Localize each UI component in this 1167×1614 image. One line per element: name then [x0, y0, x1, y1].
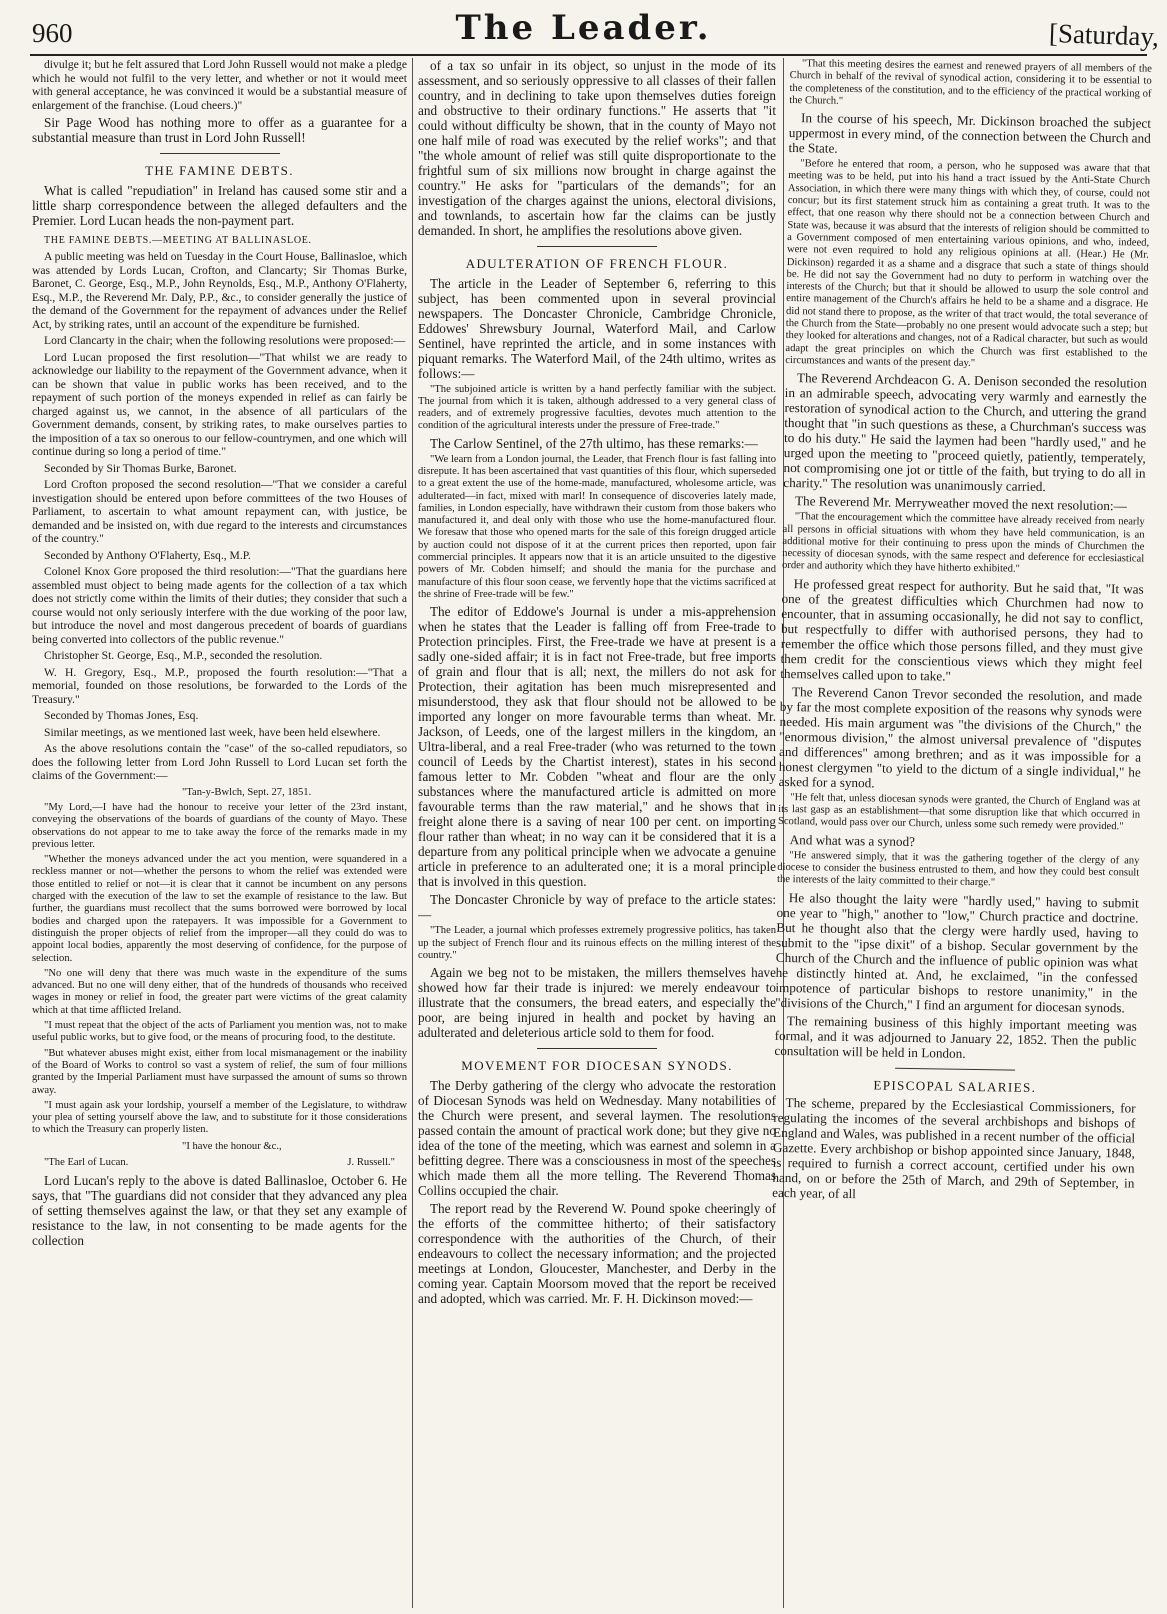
column-2	[418, 58, 776, 1608]
paragraph: Lord Crofton proposed the second resolution—"That we consider a careful investigation should be entered upon before committees of the two Houses of Parliament, to ascertain to what amount repayment can, with justice, be demanded and be insisted on, with due regard to the interests and circumstances of the country."	[32, 478, 407, 545]
quoted-paragraph: "The Leader, a journal which professes extremely progressive politics, has taken up the subject of French flour and its ruinous effects on the milling interest of the country."	[418, 925, 776, 961]
paragraph: The remaining business of this highly important meeting was formal, and it was adjourned to January 22, 1852. Then the public consultation will be held in London.	[774, 1012, 1137, 1061]
paragraph: What is called "repudiation" in Ireland has caused some stir and a little sharp correspondence between the alleged defaulters and the Premier. Lord Lucan heads the non-payment part.	[32, 182, 407, 228]
paragraph: As the above resolutions contain the "case" of the so-called repudiators, so does the following letter from Lord John Russell to Lord Lucan set forth the claims of the Government:—	[32, 742, 407, 782]
paragraph: And what was a synod?	[789, 831, 916, 849]
paragraph: Similar meetings, as we mentioned last week, have been held elsewhere.	[44, 725, 381, 739]
paragraph: divulge it; but he felt assured that Lord John Russell would not make a pledge which he would not fulfil to the very letter, and whether or not it would meet with general acceptance, he was convinced it would be a substantial measure of enlargement of the franchise. (Loud cheers.)"	[32, 58, 407, 112]
section-separator	[537, 246, 657, 247]
column-1	[32, 58, 407, 1608]
header-rule	[30, 54, 1147, 56]
quoted-paragraph: "The subjoined article is written by a hand perfectly familiar with the subject. The journal from which it is taken, although addressed to a very general class of readers, and of extremely progressive faculties, devotes much attention to the condition of the agricultural interests under the pressure of Free-trade."	[418, 383, 776, 432]
paragraph: Lord Lucan's reply to the above is dated Ballinasloe, October 6. He says, that "The guardians did not consider that they advanced any plea of setting themselves against the law, or that they set any example of resistance to the law, in not consenting to be made agents for the collection	[32, 1172, 407, 1248]
column-divider	[412, 58, 413, 1608]
paragraph: In the course of his speech, Mr. Dickinson broached the subject uppermost in every mind, of the connection between the Church and the State.	[788, 110, 1152, 156]
column-3	[766, 58, 1152, 1613]
paragraph: Lord Clancarty in the chair; when the following resolutions were proposed:—	[44, 334, 406, 347]
letter-paragraph: "No one will deny that there was much waste in the expenditure of the sums advanced. But no one will deny either, that of the hundreds of thousands who received wages in money or relief in food, the greater part were victims of the great calamity which at that time afflicted Ireland.	[32, 967, 407, 1016]
quoted-paragraph: "He answered simply, that it was the gathering together of the clergy of any diocese to consider the business entrusted to them, and how they could best consult the interests of the laity committed to their charge."	[777, 849, 1140, 889]
paragraph: The editor of Eddowe's Journal is under a mis-apprehension when he states that the Leader is falling off from Free-trade to Protection principles. First, the Free-trade we have at present is a sadly one-sided affair; it is in fact not Free-trade, but free imports of grain and flour that is all; next, the millers do not ask for Protection, their agitation has been much misrepresented and misunderstood, they ask that flour should not be allowed to be imported any longer on more favourable terms than wheat. Mr. Jackson, of Leeds, one of the largest millers in the kingdom, an Ultra-liberal, and a real Free-trader (who was returned to the town council of Leeds by the Chartist interest), states in his second famous letter to Mr. Cobden "wheat and flour are the only substances where the manufactured article is admitted on more favourable terms than the raw material," and he shows that in freight alone there is a saving of near 100 per cent. on importing flour rather than wheat; in no way can it be considered that it is a departure from any political principle when we advocate a genuine article in preference to an adulterated one; it is a moral principle that is involved in this question.	[418, 604, 776, 890]
quoted-paragraph: "That this meeting desires the earnest and renewed prayers of all members of the Church in behalf of the revival of synodical action, considering it to be essential to the completeness of the constitution, and to the efficiency of the practical working of the Church."	[789, 58, 1152, 107]
section-separator	[537, 1048, 657, 1049]
paragraph: The Doncaster Chronicle by way of preface to the article states:—	[418, 892, 776, 923]
letter-paragraph: "But whatever abuses might exist, either from local mismanagement or the inability of the Board of Works to control so vast a system of relief, the sum of four millions granted by the Imperial Parliament must have surpassed the amount of sums so thrown away.	[32, 1047, 407, 1096]
section-separator	[160, 153, 280, 154]
paragraph: The Reverend Archdeacon G. A. Denison seconded the resolution in an admirable speech, advocating very warmly and earnestly the restoration of synodical action to the Church, and uttering the grand thought that "in such questions as these, a Churchman's success was to do his duty." He said the laymen had been "hardly used," and he urged upon the meeting to "proceed quietly, patiently, temperately, not compromising one jot or tittle of the faith, but trying to do all in charity." The resolution was unanimously carried.	[783, 370, 1148, 495]
section-separator	[895, 1067, 1015, 1070]
paragraph: The Derby gathering of the clergy who advocate the restoration of Diocesan Synods was held on Wednesday. Many notabilities of the Church were present, and several laymen. The resolutions passed contain the amount of practical work done; but they give no idea of the tone of the meeting, which was earnest and solemn in a befitting degree. There was a consciousness in most of the speeches which made them all the more telling. The Reverend Thomas Collins occupied the chair.	[418, 1077, 776, 1198]
quoted-paragraph: "Before he entered that room, a person, who he supposed was aware that that meeting was to be held, put into his hand a tract issued by the Anti-State Church Association, in which there were many things with which they, of course, could not concur; but its first statement struck him as containing a great truth. It was to the effect, that one reason why there should not be a connection between Church and State was, because it was absurd that the interests of religion should be committed to a Government composed of men entertaining various opinions, and who, indeed, were not even required to hold any religious opinions at all. (Hear.) He (Mr. Dickinson) regarded it as a shame and a disgrace that such a state of things should be. He did not say the Government had no duty to perform in watching over the interests of the Church; but that it should be allowed to usurp the sole control and entire management of the Church's affairs he held to be a shame and a disgrace. He did not stand there to propose, as the writer of that tract would, the total severance of the Church from the State—probably no one present would advocate such a step; but they looked for alterations and changes, not of a Radical character, but such as would adapt the great principles on which the Church was first established to the circumstances and wants of the present day."	[785, 158, 1151, 369]
paragraph: Christopher St. George, Esq., M.P., seconded the resolution.	[44, 649, 323, 662]
page-number: 960	[32, 18, 73, 48]
paragraph: Lord Lucan proposed the first resolution—"That whilst we are ready to acknowledge our liability to the repayment of the Government advance, when it can be shown that value in public works has been received, and to the repayment of such portion of the moneys expended in relief as can fairly be charged against us, we cannot, in the absence of all particulars of the Government demands, consent, by striking rates, to make ourselves parties to the imposition of a tax so onerous to our fellow-countrymen, and one which will continue during so long a period of time."	[32, 350, 407, 458]
paragraph: The article in the Leader of September 6, referring to this subject, has been commented upon in several provincial newspapers. The Doncaster Chronicle, Cambridge Chronicle, Eddowes' Shrewsbury Journal, Waterford Mail, and Carlow Sentinel, have reprinted the article, and in some instances with piquant remarks. The Waterford Mail, of the 24th ultimo, writes as follows:—	[418, 275, 776, 381]
letter-addressee: "The Earl of Lucan.	[44, 1157, 129, 1169]
paragraph: Colonel Knox Gore proposed the third resolution:—"That the guardians here assembled must object to being made agents for the collection of a tax which does not strictly come within the limits of their duties; they consider that such a course would not only seriously interfere with the due working of the poor law, but introduce the novel and most dangerous precedent of boards of guardians being converted into collectors of the public revenue."	[32, 565, 407, 646]
paragraph: The Reverend Canon Trevor seconded the resolution, and made by far the most complete exposition of the reasons why synods were needed. His main argument was "the divisions of the Church," the "enormous division," the almost universal prevalence of "disputes and differences" among brethren; and as it was impossible for a honest clergymen "to yield to the dictum of a single individual," he asked for a synod.	[778, 683, 1143, 791]
quoted-paragraph: "That the encouragement which the committee have already received from nearly all persons in official situations with whom they have held communication, is an additional motive for their continuing to press upon the minds of Churchmen the necessity of diocesan synods, with the same respect and deference for ecclesiastical order and authority which they have hitherto exhibited."	[781, 511, 1145, 576]
paragraph: He also thought the laity were "hardly used," having to submit one year to "high," another to "low," Church practice and doctrine. But he thought also that the clergy were hardly used, having to submit to the "ipse dixit" of a bishop. Secular government by the Church of the Church and the influence of public opinion was what he distinctly hinted at. And, he exclaimed, "in the confessed impotence of particular bishops to restore unanimity," in the "divisions of the Church," I find an argument for diocesan synods.	[775, 889, 1139, 1015]
paragraph: Seconded by Thomas Jones, Esq.	[44, 709, 199, 722]
paragraph: The Reverend Mr. Merryweather moved the next resolution:—	[794, 493, 1127, 514]
subheading-ballinasloe-meeting: THE FAMINE DEBTS.—MEETING AT BALLINASLOE.	[44, 234, 312, 246]
letter-paragraph: "I must repeat that the object of the acts of Parliament you mention was, not to make useful public works, but to give food, or the means of procuring food, to the destitute.	[32, 1020, 407, 1044]
paragraph: A public meeting was held on Tuesday in the Court House, Ballinasloe, which was attended by Lords Lucan, Crofton, and Clancarty; Sir Thomas Burke, Baronet, C. George, Esq., M.P., John Reynolds, Esq., M.P., Anthony O'Flaherty, Esq., M.P., the Reverend Mr. Daly, P.P., &c., to consider generally the justice of the demand of the Government for the repayment of advances under the Relief Act, by striking rates, until an account of the expenditure be furnished.	[32, 250, 407, 331]
section-heading-french-flour: ADULTERATION OF FRENCH FLOUR.	[465, 256, 729, 271]
paragraph: He professed great respect for authority. But he said that, "It was one of the greatest difficulties which Churchmen had now to encounter, that in assuming occasionally, he did not say to conflict, but respectfully to differ with authorised persons, they had to remember the office which those persons filled, and they must give them credit for the conscientious views which they might feel themselves called upon to take."	[780, 575, 1144, 684]
section-heading-diocesan-synods: MOVEMENT FOR DIOCESAN SYNODS.	[461, 1058, 733, 1074]
paragraph: of a tax so unfair in its object, so unjust in the mode of its assessment, and so seriously oppressive to all classes of their fallen country, and in declining to take upon themselves duties foreign and obstructive to their ordinary functions." He asserts that "it could without difficulty be shown, that in the county of Mayo not one half mile of road was executed by the relief works"; and that "the whole amount of relief was still quite disproportionate to the frightful sum of six millions now brought in charge against the country." He asks for "particulars of the demands"; for an investigation of the charges against the unions, electoral divisions, and townlands, to ascertain how far the claims can be justly demanded. In short, he amplifies the resolutions above given.	[418, 58, 776, 238]
letter-dateline: "Tan-y-Bwlch, Sept. 27, 1851.	[182, 786, 312, 798]
letter-signature: J. Russell."	[347, 1157, 395, 1169]
letter-closing: "I have the honour &c.,	[182, 1140, 282, 1152]
letter-signoff	[32, 1156, 407, 1170]
paragraph: W. H. Gregory, Esq., M.P., proposed the fourth resolution:—"That a memorial, founded on those resolutions, be forwarded to the Lords of the Treasury."	[32, 665, 407, 706]
paragraph: The scheme, prepared by the Ecclesiastical Commissioners, for regulating the incomes of the several archbishops and bishops of England and Wales, was published in a recent number of the official Gazette. Every archbishop or bishop appointed since January, 1848, is required to furnish a correct account, certified under his own hand, on or before the 25th of March, and 29th of September, in each year, of all	[772, 1095, 1136, 1202]
paragraph: Seconded by Anthony O'Flaherty, Esq., M.P.	[44, 548, 251, 562]
quoted-paragraph: "He felt that, unless diocesan synods were granted, the Church of England was at its last gasp as an establishment—that some disruption like that which occurred in Scotland, would pass over our Church, unless some such remedy were provided."	[777, 791, 1141, 833]
paragraph: Sir Page Wood has nothing more to offer as a guarantee for a substantial measure than trust in Lord John Russell!	[32, 115, 407, 145]
page-header	[0, 0, 1167, 56]
letter-paragraph: "Whether the moneys advanced under the act you mention, were squandered in a reckless manner or not—whether the persons to whom the relief was extended were those entitled to relief or not—it is clear that it cannot be incumbent on any persons charged with the execution of the law to set the example of resistance to the law. But further, the guardians must recollect that the sums borrowed were borrowed by local bodies and charged upon the ratepayers. It was impossible for a Government to distinguish the proper objects of relief from the improper—all they could do was to appoint local bodies, apparently the most deserving of confidence, for the purpose of selection.	[32, 854, 407, 964]
paragraph: The report read by the Reverend W. Pound spoke cheeringly of the efforts of the committee hitherto; of their satisfactory correspondence with the authorities of the Church, of their endeavours to collect the necessary information; and the projected meetings at London, Gloucester, Manchester, and Derby in the coming year. Captain Moorsom moved that the report be received and adopted, which was carried. Mr. F. H. Dickinson moved:—	[418, 1200, 776, 1306]
paragraph: The Carlow Sentinel, of the 27th ultimo, has these remarks:—	[430, 435, 758, 451]
paragraph: Seconded by Sir Thomas Burke, Baronet.	[44, 461, 237, 475]
section-heading-episcopal-salaries: EPISCOPAL SALARIES.	[873, 1076, 1037, 1095]
section-heading-famine-debts: THE FAMINE DEBTS.	[145, 163, 294, 178]
quoted-paragraph: "We learn from a London journal, the Leader, that French flour is fast falling into disrepute. It has been ascertained that vast quantities of this flour, which superseded to a great extent the use of the home-made, manufactured, wholesome article, was adulterated—in fact, mixed with marl! In consequence of discoveries lately made, families, in London especially, have withdrawn their custom from those bakers who manufactured it, and deal only with those who use the home-manufactured flour. We foresaw that those who opened marts for the sale of this foreign drugged article by auction could not dispose of it at the current prices then reported, upon fair commercial principles. It appears now that it is an article unsuited to the digestive powers of Mr. Cobden himself; and should the mania for the purchase and manufacture of this flour soon cease, we fervently hope that the victims sacrificed at the shrine of Free-trade will be few."	[418, 453, 776, 600]
letter-paragraph: "I must again ask your lordship, yourself a member of the Legislature, to withdraw your plea of setting yourself above the law, and to substitute for it those considerations to which the Treasury can properly listen.	[32, 1099, 407, 1136]
page-day: [Saturday,	[1048, 18, 1160, 52]
paragraph: Again we beg not to be mistaken, the millers themselves have showed how far their trade is injured: we merely endeavour to illustrate that the consumers, the bread eaters, and especially the poor, are being injured in health and pocket by having an adulterated and deleterious article sold to them for food.	[418, 965, 776, 1041]
masthead-title: The Leader.	[455, 8, 712, 48]
letter-paragraph: "My Lord,—I have had the honour to receive your letter of the 23rd instant, conveying the observations of the boards of guardians of the county of Mayo. These observations do not appear to me to take away the force of the remarks made in my previous letter.	[32, 802, 407, 850]
